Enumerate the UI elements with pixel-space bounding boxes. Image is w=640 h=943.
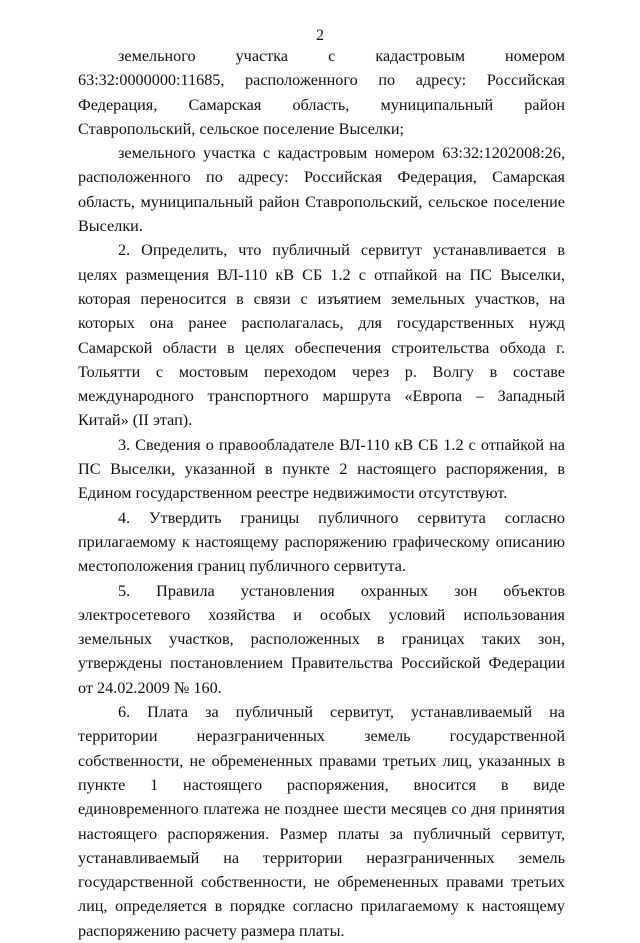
paragraph-item-3: 3. Сведения о правообладателе ВЛ-110 кВ СБ 1.2 с отпайкой на ПС Выселки, указанной в пункте 2 настоящего распоряжения, в Едином государственном реестре недвижимости отсутствуют.	[78, 435, 565, 503]
paragraph-item-2: 2. Определить, что публичный сервитут устанавливается в целях размещения ВЛ-110 кВ СБ 1.2 с отпайкой на ПС Выселки, которая переносится в связи с изъятием земельных участков, на которых она ранее располагалась, для государственных нужд Самарской области в целях обеспечения строительства обхода г. Тольятти с мостовым переходом через р. Волгу в составе международного транспортного маршрута «Европа – Западный Китай» (II этап).	[78, 241, 565, 430]
paragraph-plot-1: земельного участка с кадастровым номером 63:32:0000000:11685, расположенного по адресу: Российская Федерация, Самарская область, муниципальный район Ставропольский, сельское поселение Выселки;	[78, 47, 565, 138]
paragraph-plot-2: земельного участка с кадастровым номером 63:32:1202008:26, расположенного по адресу: Российская Федерация, Самарская область, муниципальный район Ставропольский, сельское поселение Выселки.	[78, 144, 565, 236]
paragraph-item-4: 4. Утвердить границы публичного сервитута согласно прилагаемому к настоящему распоряжению графическому описанию местоположения границ публичного сервитута.	[78, 508, 565, 576]
paragraph-item-5: 5. Правила установления охранных зон объектов электросетевого хозяйства и особых условий использования земельных участков, расположенных в границах таких зон, утверждены постановлением Правительства Российской Федерации от 24.02.2009 № 160.	[78, 581, 565, 697]
paragraph-item-6: 6. Плата за публичный сервитут, устанавливаемый на территории неразграниченных земель государственной собственности, не обремененных правами третьих лиц, указанных в пункте 1 настоящего распоряжения, вносится в виде единовременного платежа не позднее шести месяцев со дня принятия настоящего распоряжения. Размер платы за публичный сервитут, устанавливаемый на территории неразграниченных земель государственной собственности, не обремененных правами третьих лиц, определяется в порядке согласно прилагаемому к настоящему распоряжению расчету размера платы.	[78, 703, 565, 940]
page-number: 2	[316, 27, 324, 44]
document-body	[78, 44, 565, 943]
